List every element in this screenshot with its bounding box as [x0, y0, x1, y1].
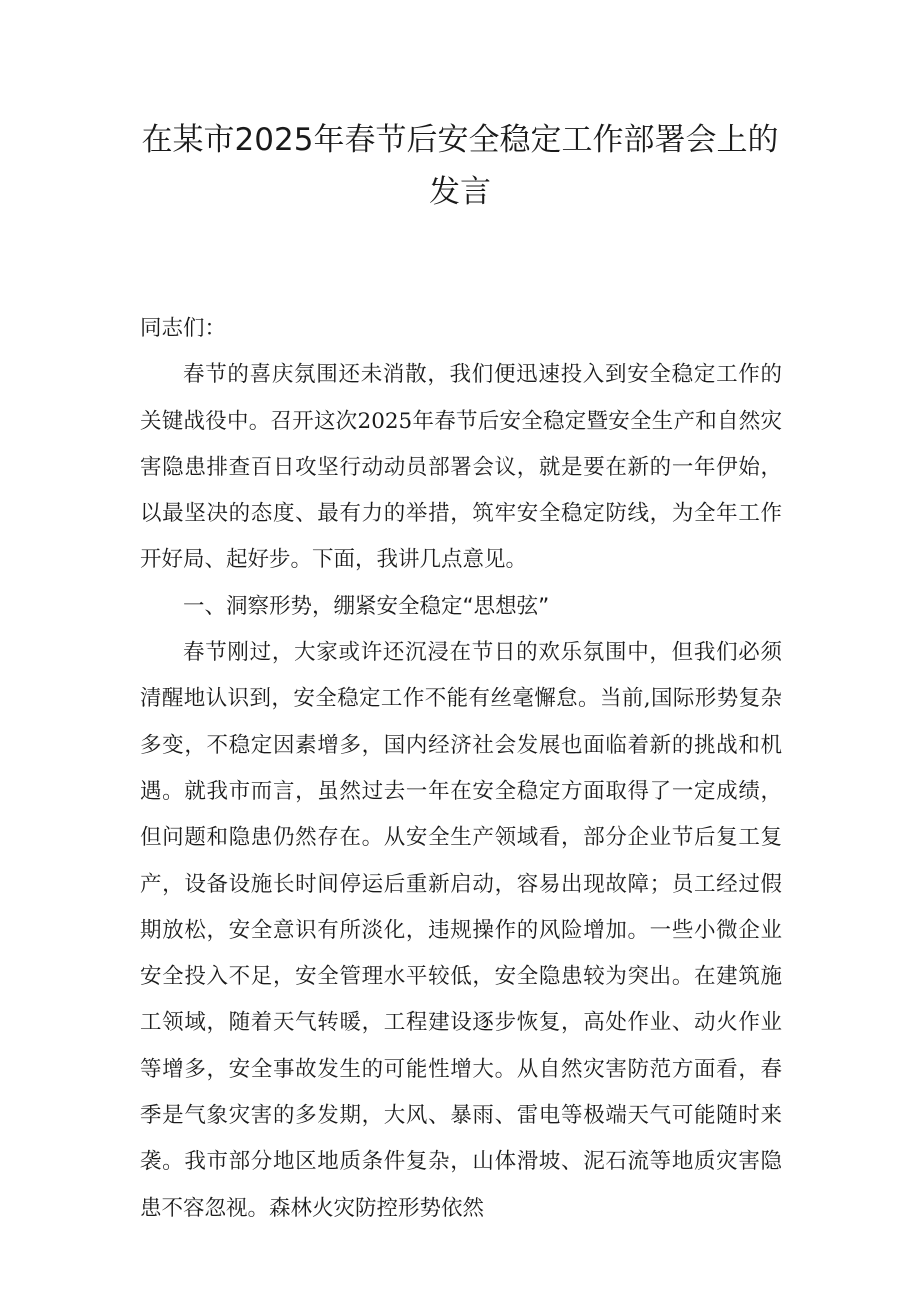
paragraph-intro: 春节的喜庆氛围还未消散，我们便迅速投入到安全稳定工作的关键战役中。召开这次2025年春节后安全稳定暨安全生产和自然灾害隐患排查百日攻坚行动动员部署会议，就是要在新的一年伊始，以最坚决的态度、最有力的举措，筑牢安全稳定防线，为全年工作开好局、起好步。下面，我讲几点意见。 — [140, 362, 782, 573]
salutation: 同志们： — [140, 316, 227, 341]
paragraph-situation: 春节刚过，大家或许还沉浸在节日的欢乐氛围中，但我们必须清醒地认识到，安全稳定工作不能有丝毫懈怠。当前,国际形势复杂多变，不稳定因素增多，国内经济社会发展也面临着新的挑战和机遇。就我市而言，虽然过去一年在安全稳定方面取得了一定成绩，但问题和隐患仍然存在。从安全生产领域看，部分企业节后复工复产，设备设施长时间停运后重新启动，容易出现故障；员工经过假期放松，安全意识有所淡化，违规操作的风险增加。一些小微企业安全投入不足，安全管理水平较低，安全隐患较为突出。在建筑施工领域，随着天气转暖，工程建设逐步恢复，高处作业、动火作业等增多，安全事故发生的可能性增大。从自然灾害防范方面看，春季是气象灾害的多发期，大风、暴雨、雷电等极端天气可能随时来袭。我市部分地区地质条件复杂，山体滑坡、泥石流等地质灾害隐患不容忽视。森林火灾防控形势依然 — [140, 640, 782, 1221]
section-heading: 一、洞察形势，绷紧安全稳定“思想弦” — [183, 593, 550, 619]
document-body — [140, 306, 782, 1232]
document-title: 在某市2025年春节后安全稳定工作部署会上的发言 — [141, 122, 779, 210]
